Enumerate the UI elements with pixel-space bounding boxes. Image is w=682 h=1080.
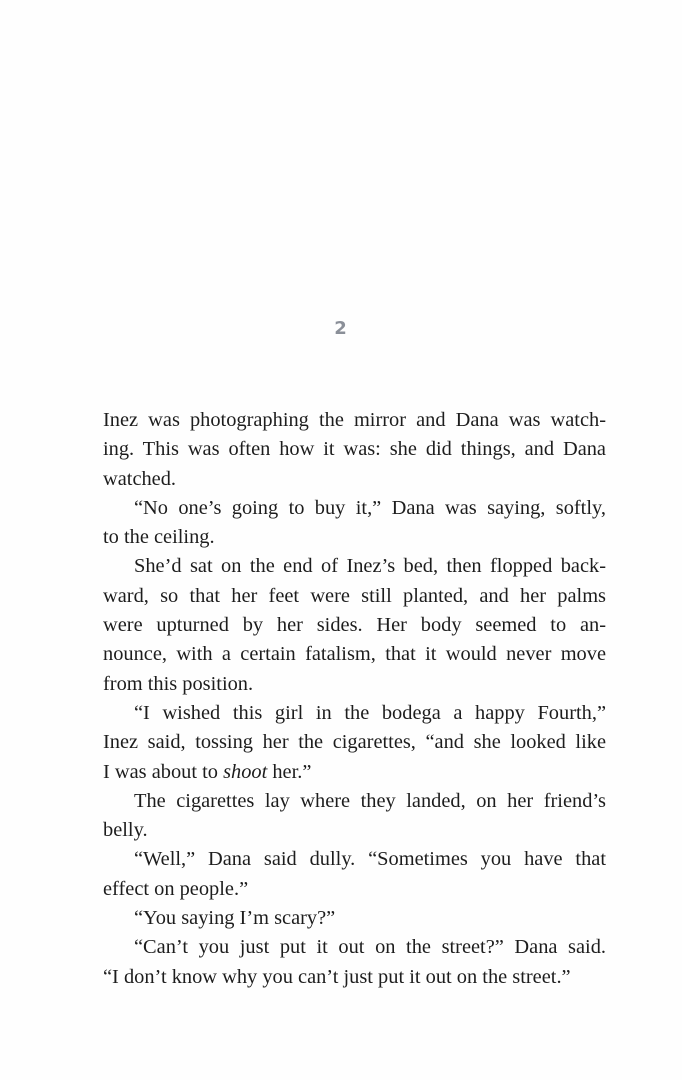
emphasis-text: shoot	[223, 760, 268, 783]
text-line: watched.	[103, 467, 177, 490]
text-line: from this position.	[103, 672, 254, 695]
text-line: “No one’s going to buy it,” Dana was saying, softly,	[134, 496, 606, 519]
text-line: ing. This was often how it was: she did things, and Dana	[103, 438, 606, 461]
text-line: She’d sat on the end of Inez’s bed, then flopped back-	[134, 555, 606, 578]
text-line: The cigarettes lay where they landed, on her friend’s	[134, 789, 606, 812]
body-text	[103, 406, 606, 992]
text-line	[103, 758, 606, 787]
text-line: belly.	[103, 819, 148, 842]
text-line: “Can’t you just put it out on the street?” Dana said.	[134, 936, 606, 959]
text-line: to the ceiling.	[103, 526, 215, 549]
text-line: “Well,” Dana said dully. “Sometimes you have that	[134, 848, 606, 871]
text-line: effect on people.”	[103, 877, 249, 900]
text-line: “I don’t know why you can’t just put it out on the street.”	[103, 965, 571, 988]
text-line: were upturned by her sides. Her body seemed to an-	[103, 614, 606, 637]
text-line: Inez was photographing the mirror and Dana was watch-	[103, 409, 606, 431]
text-line: “You saying I’m scary?”	[134, 907, 336, 930]
chapter-number: 2	[334, 318, 348, 339]
text-line: nounce, with a certain fatalism, that it would never move	[103, 643, 606, 666]
text-line: “I wished this girl in the bodega a happy Fourth,”	[134, 701, 606, 724]
text-line: ward, so that her feet were still planted, and her palms	[103, 584, 606, 607]
text-fragment: I was about to	[103, 760, 224, 783]
text-line: Inez said, tossing her the cigarettes, “and she looked like	[103, 731, 606, 754]
text-fragment: her.”	[267, 760, 312, 783]
